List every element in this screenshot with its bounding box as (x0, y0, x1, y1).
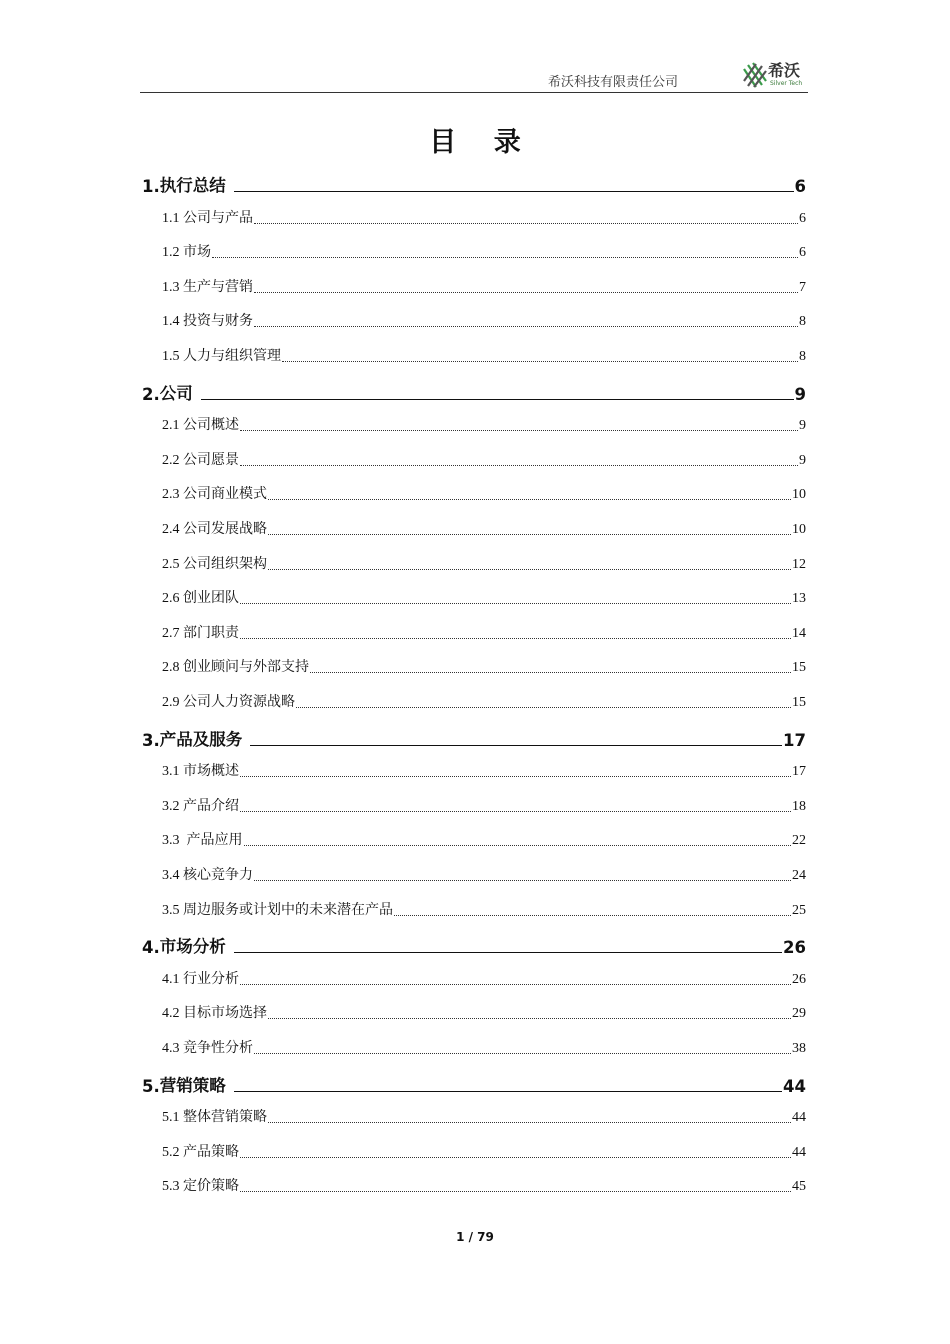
toc-leader-dots (240, 603, 791, 604)
toc-entry-title: 公司愿景 (183, 451, 239, 468)
toc-page-number: 44 (792, 1110, 806, 1126)
toc-page-number: 10 (792, 487, 806, 503)
toc-entry-number: 2.1 (162, 418, 183, 434)
toc-leader-dots (254, 326, 798, 327)
toc-section-entry[interactable] (162, 829, 806, 849)
toc-entry-number: 2.2 (162, 452, 183, 468)
toc-page-number: 14 (792, 625, 806, 641)
toc-section-entry[interactable] (162, 414, 806, 434)
toc-leader-dots (240, 1191, 791, 1192)
toc-leader-dots (254, 880, 791, 881)
toc-entry-number: 4.1 (162, 971, 183, 987)
toc-section-entry[interactable] (162, 864, 806, 884)
toc-chapter-entry[interactable] (142, 933, 806, 957)
toc-section-entry[interactable] (162, 656, 806, 676)
toc-entry-title: 公司发展战略 (183, 521, 267, 537)
toc-entry-number: 2.3 (162, 487, 183, 503)
toc-entry-number: 3.5 (162, 902, 183, 918)
toc-page-number: 9 (799, 452, 806, 468)
toc-section-entry[interactable] (162, 483, 806, 503)
company-name: 希沃科技有限责任公司 (547, 75, 678, 90)
toc-entry-number: 2.4 (162, 522, 183, 537)
toc-section-entry[interactable] (162, 622, 806, 642)
toc-chapter-entry[interactable] (142, 726, 806, 750)
toc-section-entry[interactable] (162, 795, 806, 815)
toc-page-number: 15 (792, 660, 806, 676)
toc-page-number: 8 (799, 349, 806, 364)
toc-entry-title: 产品应用 (186, 832, 243, 849)
toc-entry-number: 2.7 (162, 625, 183, 641)
toc-entry-number: 3.4 (162, 868, 183, 883)
toc-section-entry[interactable] (162, 553, 806, 573)
toc-section-entry[interactable] (162, 1002, 806, 1022)
toc-leader-dots (296, 707, 791, 708)
toc-leader-dots (244, 845, 792, 846)
toc-entry-title: 竞争性分析 (183, 1040, 253, 1056)
toc-entry-number: 2.6 (162, 591, 183, 607)
toc-entry-title: 公司概述 (183, 417, 239, 434)
toc-section-entry[interactable] (162, 276, 806, 296)
toc-page-number: 22 (792, 833, 806, 849)
toc-entry-title: 公司人力资源战略 (183, 694, 295, 710)
toc-leader-dots (240, 430, 798, 431)
toc-entry-number: 1.4 (162, 314, 183, 330)
toc-page-number: 26 (783, 938, 806, 958)
toc-entry-number: 4.2 (162, 1006, 183, 1022)
toc-leader-dots (240, 811, 791, 812)
toc-entry-title: 定价策略 (183, 1178, 239, 1195)
page-header (140, 58, 808, 93)
toc-entry-title: 产品介绍 (183, 797, 239, 814)
toc-section-entry[interactable] (162, 449, 806, 469)
toc-entry-number: 3.3 (162, 833, 187, 849)
toc-leader-dots (254, 1053, 791, 1054)
toc-page-number: 7 (799, 279, 806, 295)
toc-section-entry[interactable] (162, 1106, 806, 1126)
toc-entry-number: 5.1 (162, 1110, 183, 1126)
toc-entry-title: 整体营销策略 (183, 1109, 267, 1126)
toc-entry-number: 2.5 (162, 556, 183, 572)
toc-page-number: 17 (783, 730, 806, 750)
toc-leader-line (201, 399, 794, 400)
toc-entry-title: 人力与组织管理 (183, 348, 281, 364)
toc-leader-dots (268, 499, 791, 500)
toc-entry-number: 4. (142, 938, 160, 958)
toc-leader-dots (212, 257, 798, 258)
toc-entry-number: 1.1 (162, 210, 183, 226)
toc-entry-title: 市场 (183, 244, 211, 261)
toc-leader-dots (310, 672, 791, 673)
toc-entry-title: 核心竞争力 (183, 867, 253, 883)
toc-page-number: 6 (799, 210, 806, 226)
toc-leader-dots (240, 776, 791, 777)
toc-page-number: 9 (794, 384, 806, 404)
toc-entry-number: 1.3 (162, 279, 183, 295)
toc-section-entry[interactable] (162, 691, 806, 711)
toc-page-number: 45 (792, 1179, 806, 1195)
toc-leader-dots (254, 223, 798, 224)
toc-page-number: 13 (792, 591, 806, 607)
toc-section-entry[interactable] (162, 345, 806, 365)
toc-page-number: 15 (792, 695, 806, 710)
toc-entry-title: 创业顾问与外部支持 (183, 659, 309, 676)
toc-page-number: 26 (792, 971, 806, 987)
toc-leader-line (234, 1091, 782, 1092)
toc-section-entry[interactable] (162, 1037, 806, 1057)
toc-section-entry[interactable] (162, 310, 806, 330)
toc-entry-title: 周边服务或计划中的未来潜在产品 (183, 901, 393, 918)
toc-section-entry[interactable] (162, 207, 806, 227)
toc-entry-number: 2.8 (162, 660, 183, 676)
toc-entry-title: 目标市场选择 (183, 1005, 267, 1022)
toc-entry-title: 公司商业模式 (183, 486, 267, 503)
toc-entry-title: 执行总结 (159, 176, 226, 195)
toc-leader-dots (254, 292, 798, 293)
toc-leader-dots (240, 984, 791, 985)
toc-leader-line (234, 191, 794, 192)
toc-entry-number: 5.2 (162, 1144, 183, 1160)
toc-leader-dots (240, 638, 791, 639)
toc-entry-number: 3.1 (162, 764, 183, 780)
toc-page-number: 6 (794, 177, 806, 196)
toc-section-entry[interactable] (162, 1175, 806, 1195)
toc-entry-title: 投资与财务 (183, 313, 253, 330)
toc-section-entry[interactable] (162, 968, 806, 988)
lattice-logo-icon (742, 61, 768, 89)
toc-page-number: 44 (792, 1144, 806, 1160)
toc-section-entry[interactable] (162, 241, 806, 261)
toc-entry-number: 2.9 (162, 695, 183, 710)
toc-entry-title: 生产与营销 (183, 278, 253, 295)
toc-page-number: 6 (799, 245, 806, 261)
toc-page-number: 8 (799, 314, 806, 330)
toc-leader-dots (268, 569, 791, 570)
toc-page-number: 12 (792, 556, 806, 572)
toc-entry-number: 3.2 (162, 798, 183, 814)
toc-entry-number: 2. (142, 384, 160, 404)
company-logo (742, 61, 808, 89)
toc-leader-line (250, 745, 782, 746)
toc-entry-number: 1. (142, 177, 160, 196)
toc-leader-dots (240, 465, 798, 466)
toc-section-entry[interactable] (162, 899, 806, 919)
toc-section-entry[interactable] (162, 518, 806, 538)
toc-section-entry[interactable] (162, 760, 806, 780)
toc-leader-dots (268, 534, 791, 535)
toc-entry-title: 市场概述 (183, 763, 239, 780)
toc-entry-title: 营销策略 (159, 1075, 226, 1095)
logo-chinese-text: 希沃 (768, 61, 801, 80)
toc-leader-dots (282, 361, 798, 362)
toc-page-number: 10 (792, 522, 806, 537)
toc-page-number: 9 (799, 418, 806, 434)
toc-page-number: 38 (792, 1041, 806, 1056)
toc-entry-title: 部门职责 (183, 624, 239, 641)
toc-page-number: 24 (792, 868, 806, 883)
toc-page-number: 29 (792, 1006, 806, 1022)
toc-entry-number: 4.3 (162, 1041, 183, 1056)
toc-section-entry[interactable] (162, 587, 806, 607)
toc-entry-number: 1.5 (162, 349, 183, 364)
toc-entry-title: 产品及服务 (159, 729, 243, 749)
page-number: 1 / 79 (456, 1230, 494, 1244)
toc-chapter-entry[interactable] (142, 380, 806, 404)
toc-entry-number: 3. (142, 730, 160, 750)
toc-leader-dots (268, 1122, 791, 1123)
toc-leader-dots (240, 1157, 791, 1158)
toc-chapter-entry[interactable] (142, 1072, 806, 1096)
toc-title: 目 录 (429, 127, 535, 158)
toc-entry-title: 公司 (159, 383, 193, 403)
toc-entry-number: 5. (142, 1076, 160, 1096)
toc-entry-title: 市场分析 (159, 937, 226, 957)
toc-entry-number: 5.3 (162, 1179, 183, 1195)
toc-page-number: 17 (792, 764, 806, 780)
toc-leader-dots (268, 1018, 791, 1019)
toc-chapter-entry[interactable] (142, 172, 806, 196)
toc-entry-title: 公司组织架构 (183, 555, 267, 572)
toc-page-number: 25 (792, 902, 806, 918)
toc-page-number: 44 (783, 1076, 806, 1096)
toc-section-entry[interactable] (162, 1141, 806, 1161)
toc-entry-number: 1.2 (162, 245, 183, 261)
logo-english-text: Silver Tech (770, 80, 803, 87)
toc-entry-title: 公司与产品 (183, 209, 253, 226)
toc-entry-title: 行业分析 (183, 970, 239, 987)
toc-leader-line (234, 952, 782, 953)
toc-leader-dots (394, 915, 791, 916)
toc-entry-title: 产品策略 (183, 1143, 239, 1160)
toc-page-number: 18 (792, 798, 806, 814)
toc-entry-title: 创业团队 (183, 590, 239, 607)
